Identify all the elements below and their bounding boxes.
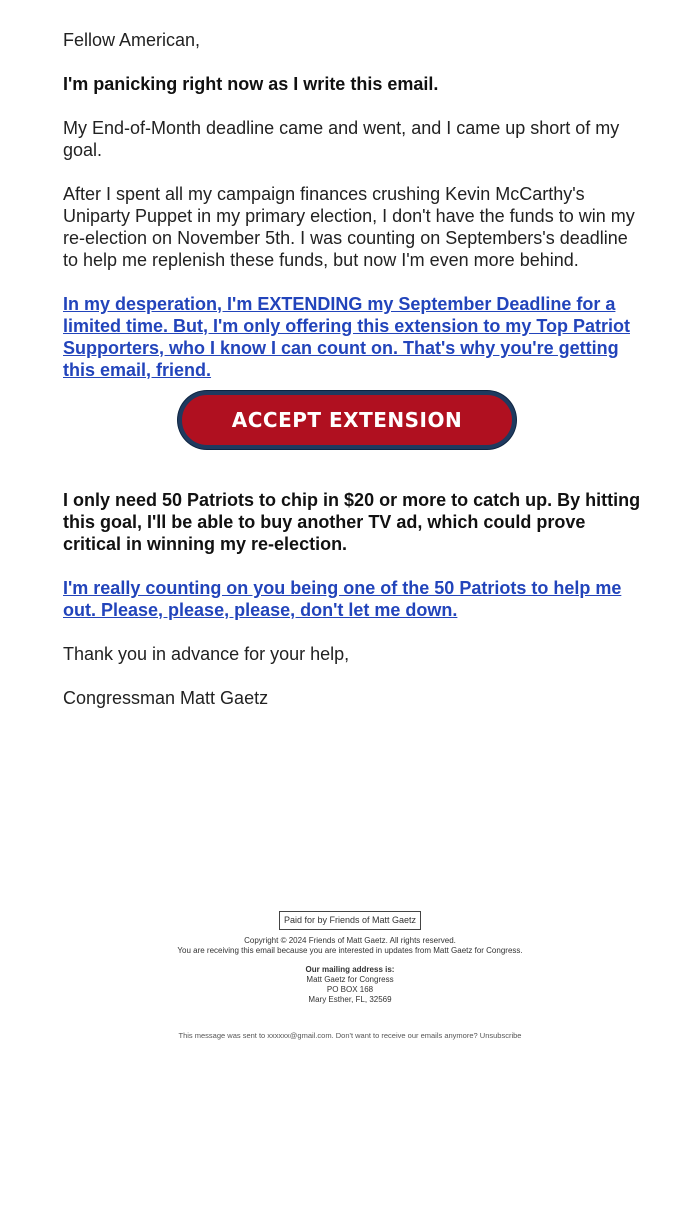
accept-extension-button[interactable]: ACCEPT EXTENSION <box>178 391 516 449</box>
address-line-3: Mary Esther, FL, 32569 <box>308 995 392 1004</box>
email-footer <box>0 910 700 1041</box>
receiving-reason: You are receiving this email because you are interested in updates from Matt Gaetz for Congress. <box>177 946 523 955</box>
headline: I'm panicking right now as I write this email. <box>63 74 439 94</box>
unsubscribe-link[interactable]: Unsubscribe <box>479 1031 522 1040</box>
cta-container <box>63 391 643 449</box>
paragraph-goal: I only need 50 Patriots to chip in $20 or more to catch up. By hitting this goal, I'll be able to buy another TV ad, which could prove critical in winning my re-election. <box>63 490 641 554</box>
address-line-2: PO BOX 168 <box>326 985 374 994</box>
signature: Congressman Matt Gaetz <box>63 688 269 708</box>
paragraph-finances: After I spent all my campaign finances crushing Kevin McCarthy's Uniparty Puppet in my primary election, I don't have the funds to win my re-election on November 5th. I was counting on Septembers's deadline to help me replenish these funds, but now I'm even more behind. <box>63 184 635 270</box>
thanks-line: Thank you in advance for your help, <box>63 644 350 664</box>
paid-for-disclaimer: Paid for by Friends of Matt Gaetz <box>279 911 421 930</box>
sent-to-line <box>0 1031 700 1041</box>
copyright-line: Copyright © 2024 Friends of Matt Gaetz. All rights reserved. <box>244 936 456 945</box>
email-body <box>63 29 643 731</box>
sent-to-text: This message was sent to xxxxxx@gmail.com. Don't want to receive our emails anymore? <box>178 1031 478 1040</box>
address-line-1: Matt Gaetz for Congress <box>306 975 394 984</box>
paragraph-deadline: My End-of-Month deadline came and went, and I came up short of my goal. <box>63 118 620 160</box>
greeting: Fellow American, <box>63 30 201 50</box>
counting-on-you-link[interactable]: I'm really counting on you being one of the 50 Patriots to help me out. Please, please, please, don't let me down. <box>63 578 622 620</box>
extension-link[interactable]: In my desperation, I'm EXTENDING my September Deadline for a limited time. But, I'm only offering this extension to my Top Patriot Supporters, who I know I can count on. That's why you're getting this email, friend. <box>63 294 630 380</box>
mailing-address-title: Our mailing address is: <box>305 965 395 974</box>
